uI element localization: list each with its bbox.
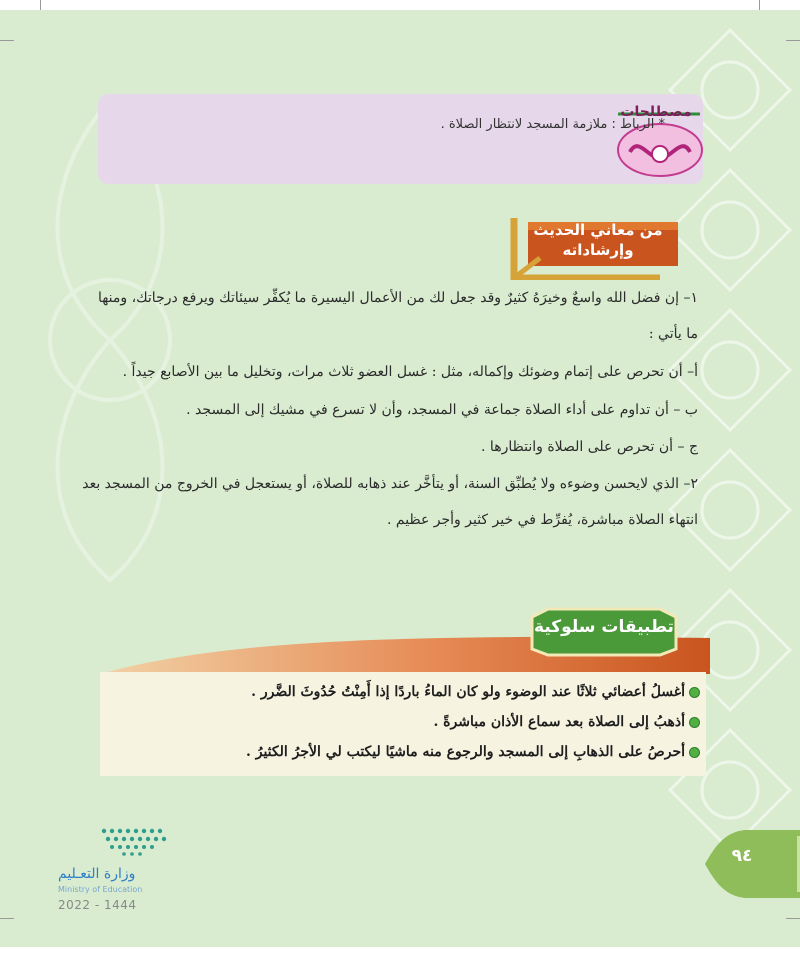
list-item-b: ب – أن تداوم على أداء الصلاة جماعة في المسجد، وأن لا تسرع في مشيك إلى المسجد . (186, 402, 698, 418)
crop-mark (759, 0, 760, 10)
crop-mark (0, 918, 14, 919)
ministry-name-arabic: وزارة التعـليم (58, 866, 136, 882)
bullet-icon (689, 687, 700, 698)
list-item-c: ج – أن تحرص على الصلاة وانتظارها . (481, 439, 698, 455)
behaviour-item-text: أذهبُ إلى الصلاة بعد سماع الأذان مباشرةً . (433, 714, 685, 730)
terms-title: مصطلحات (620, 104, 692, 120)
paragraph-1-line-1: ١– إن فضل الله واسعٌ وخيرَهُ كثيرٌ وقد جعل لك من الأعمال اليسيرة ما يُكفِّر سيئاتك ويرفع درجاتك، ومنها (97, 290, 698, 306)
behaviour-item-text: أغسلُ أعضائي ثلاثًا عند الوضوء ولو كان الماءُ باردًا إذا أَمِنْتُ حُدُوثَ الضَّرر . (251, 684, 685, 700)
behaviour-item-text: أحرصُ على الذهابِ إلى المسجد والرجوع منه ماشيًا ليكتب لي الأجرُ الكثيرُ . (245, 744, 685, 760)
ministry-logo-icon (98, 825, 170, 859)
bullet-icon (689, 717, 700, 728)
behaviour-title: تطبيقات سلوكية (534, 617, 674, 637)
meanings-title-line2: وإرشاداته (562, 241, 634, 259)
page-number: ٩٤ (731, 846, 753, 866)
ministry-name-english: Ministry of Education (58, 885, 143, 894)
edition-year: 2022 - 1444 (58, 898, 137, 912)
bullet-icon (689, 747, 700, 758)
crop-mark (0, 40, 14, 41)
paragraph-2-line-2: انتهاء الصلاة مباشرة، يُفرِّط في خير كثير وأجر عظيم . (387, 512, 698, 528)
behaviour-item (140, 684, 700, 700)
paragraph-1-line-2: ما يأتي : (648, 326, 698, 342)
list-item-a: أ– أن تحرص على إتمام وضوئك وإكماله، مثل : غسل العضو ثلاث مرات، وتخليل ما بين الأصابع جيداً . (122, 364, 698, 380)
page-trim-top (0, 0, 800, 10)
paragraph-2-line-1: ٢– الذي لايحسن وضوءه ولا يُطبِّق السنة، أو يتأخَّر عند ذهابه للصلاة، أو يستعجل في الخروج من المسجد بعد (82, 476, 698, 492)
behaviour-item (140, 714, 700, 730)
behaviour-item (140, 744, 700, 760)
crop-mark (40, 0, 41, 10)
meanings-title-line1: من معاني الحديث (533, 221, 663, 239)
terms-definition: * الرباط : ملازمة المسجد لانتظار الصلاة . (440, 117, 665, 132)
meanings-heading-title (532, 220, 664, 260)
